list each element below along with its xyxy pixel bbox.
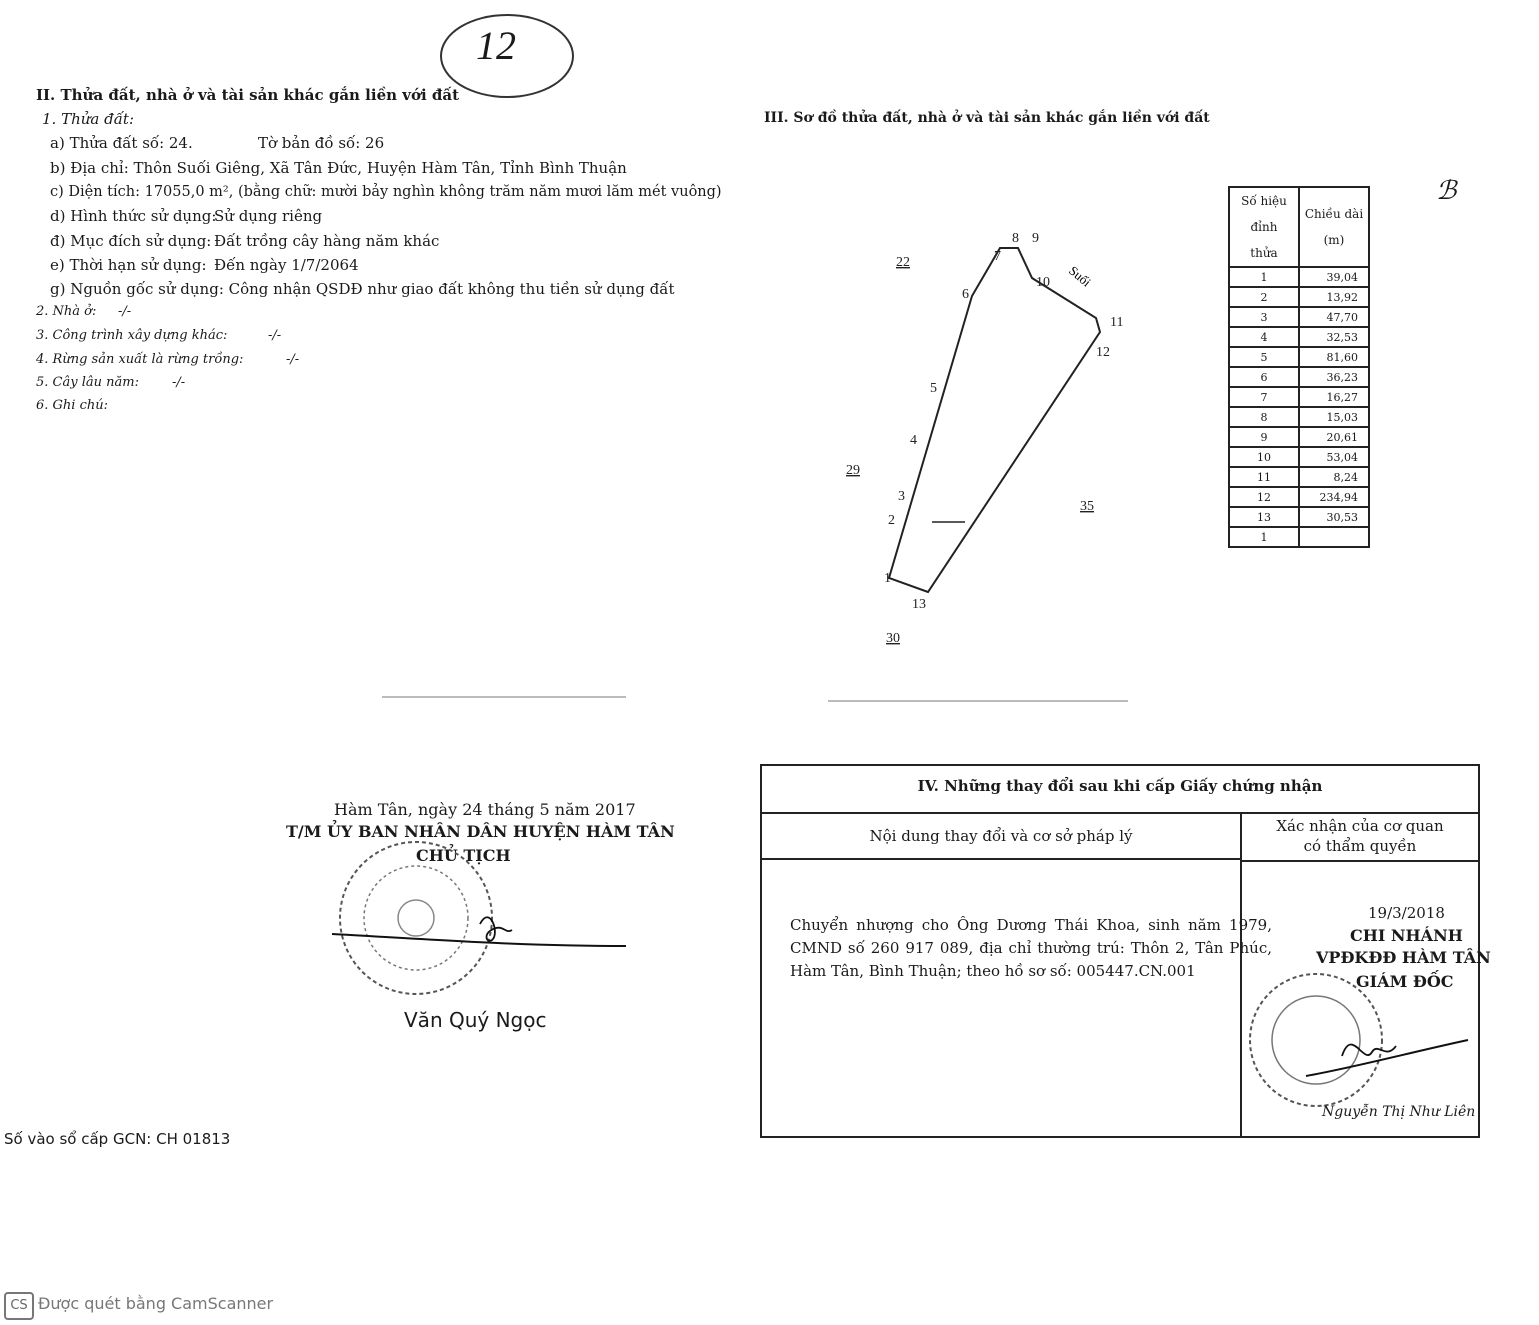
length-cell: 32,53: [1299, 327, 1369, 347]
length-cell: [1299, 527, 1369, 547]
length-cell: 81,60: [1299, 347, 1369, 367]
issue-date: Hàm Tân, ngày 24 tháng 5 năm 2017: [334, 800, 636, 819]
perennial-value: -/-: [172, 375, 186, 390]
vertex-cell: 11: [1229, 467, 1299, 487]
table-header-vertex: [1229, 187, 1299, 267]
confirm-role: GIÁM ĐỐC: [1356, 972, 1454, 991]
vertex-cell: 5: [1229, 347, 1299, 367]
parcel-area: c) Diện tích: 17055,0 m², (bằng chữ: mười bảy nghìn không trăm năm mươi lăm mét vuông): [50, 184, 722, 200]
column-divider: [1240, 858, 1242, 1136]
vertex-label: 10: [1036, 275, 1050, 290]
length-cell: 36,23: [1299, 367, 1369, 387]
land-origin: g) Nguồn gốc sử dụng: Công nhận QSDĐ như giao đất không thu tiền sử dụng đất: [50, 280, 675, 298]
divider-right: [828, 700, 1128, 702]
usage-form-value: Sử dụng riêng: [214, 207, 323, 225]
vertex-label: 5: [930, 381, 937, 396]
change-content: Chuyển nhượng cho Ông Dương Thái Khoa, sinh năm 1979, CMND số 260 917 089, địa chỉ thường trú: Thôn 2, Tân Phúc, Hàm Tân, Bình Thuận; theo hồ sơ số: 005447.CN.001: [790, 916, 1272, 980]
vertex-label: 2: [888, 513, 895, 528]
neighbor-parcel-label: 29: [846, 463, 860, 478]
other-works-label: 3. Công trình xây dựng khác:: [36, 328, 228, 343]
vertex-cell: 13: [1229, 507, 1299, 527]
land-heading: 1. Thửa đất:: [42, 110, 134, 128]
confirm-branch: CHI NHÁNH: [1350, 926, 1463, 945]
vertex-label: 7: [994, 249, 1001, 264]
column-change-content: Nội dung thay đổi và cơ sở pháp lý: [762, 814, 1242, 860]
table-row: [1229, 387, 1369, 407]
length-cell: 47,70: [1299, 307, 1369, 327]
length-cell: 30,53: [1299, 507, 1369, 527]
issuing-authority: T/M ỦY BAN NHÂN DÂN HUYỆN HÀM TÂN: [286, 822, 675, 841]
vertex-cell: 10: [1229, 447, 1299, 467]
table-row: [1229, 447, 1369, 467]
signature-right: [1302, 1016, 1472, 1086]
vertex-cell: 6: [1229, 367, 1299, 387]
camscanner-logo-icon: CS: [4, 1292, 34, 1320]
certificate-register-number: Số vào sổ cấp GCN: CH 01813: [4, 1130, 231, 1148]
parcel-address: b) Địa chỉ: Thôn Suối Giêng, Xã Tân Đức, Huyện Hàm Tân, Tỉnh Bình Thuận: [50, 159, 627, 177]
confirm-signer: Nguyễn Thị Như Liên: [1322, 1104, 1476, 1120]
table-row: [1229, 267, 1369, 287]
section-2-title: II. Thửa đất, nhà ở và tài sản khác gắn liền với đất: [36, 86, 460, 104]
table-row: [1229, 327, 1369, 347]
table-row: [1229, 507, 1369, 527]
vertex-label: 3: [898, 489, 905, 504]
table-row: [1229, 367, 1369, 387]
table-row: [1229, 527, 1369, 547]
table-row: [1229, 347, 1369, 367]
vertex-cell: 1: [1229, 267, 1299, 287]
map-sheet-number: Tờ bản đồ số: 26: [258, 134, 385, 152]
vertex-cell: 1: [1229, 527, 1299, 547]
table-header-length: [1299, 187, 1369, 267]
vertex-label: 11: [1110, 315, 1124, 330]
divider-left: [382, 696, 626, 698]
length-cell: 234,94: [1299, 487, 1369, 507]
length-cell: 20,61: [1299, 427, 1369, 447]
vertex-label: 13: [912, 597, 926, 612]
length-table: [1228, 186, 1370, 548]
length-cell: 8,24: [1299, 467, 1369, 487]
column-authority-line1: Xác nhận của cơ quan: [1276, 817, 1444, 835]
length-cell: 13,92: [1299, 287, 1369, 307]
length-cell: 53,04: [1299, 447, 1369, 467]
header-length-text: Chiều dài (m): [1304, 207, 1364, 247]
page-number: 12: [476, 23, 516, 68]
table-row: [1229, 287, 1369, 307]
vertex-label: 8: [1012, 231, 1019, 246]
neighbor-parcel-label: 22: [896, 255, 910, 270]
forest-label: 4. Rừng sản xuất là rừng trồng:: [36, 352, 244, 367]
vertex-label: 12: [1096, 345, 1110, 360]
parcel-boundary: [889, 248, 1100, 592]
signature-left: [330, 894, 630, 954]
perennial-label: 5. Cây lâu năm:: [36, 375, 139, 390]
table-row: [1229, 307, 1369, 327]
column-authority-line2: có thẩm quyền: [1303, 837, 1417, 855]
stream-label: Suối: [1066, 262, 1094, 290]
vertex-label: 4: [910, 433, 917, 448]
vertex-label: 9: [1032, 231, 1039, 246]
term-label: e) Thời hạn sử dụng:: [50, 256, 207, 274]
camscanner-watermark: Được quét bằng CamScanner: [38, 1294, 274, 1313]
vertex-cell: 7: [1229, 387, 1299, 407]
table-row: [1229, 427, 1369, 447]
section-4-title: IV. Những thay đổi sau khi cấp Giấy chứng nhận: [762, 766, 1478, 814]
parcel-diagram: [820, 180, 1150, 660]
vertex-cell: 4: [1229, 327, 1299, 347]
section-3-title: III. Sơ đồ thửa đất, nhà ở và tài sản khác gắn liền với đất: [764, 110, 1210, 126]
vertex-label: 6: [962, 287, 969, 302]
house-value: -/-: [118, 304, 132, 319]
neighbor-parcel-label: 30: [886, 631, 900, 646]
signer-name: Văn Quý Ngọc: [404, 1008, 547, 1032]
vertex-label: 1: [884, 571, 891, 586]
table-row: [1229, 487, 1369, 507]
purpose-value: Đất trồng cây hàng năm khác: [214, 232, 440, 250]
note-label: 6. Ghi chú:: [36, 398, 108, 413]
vertex-cell: 2: [1229, 287, 1299, 307]
confirm-date: 19/3/2018: [1368, 904, 1445, 922]
length-cell: 39,04: [1299, 267, 1369, 287]
column-authority-confirm: [1242, 814, 1478, 862]
table-row: [1229, 407, 1369, 427]
term-value: Đến ngày 1/7/2064: [214, 256, 359, 274]
length-cell: 16,27: [1299, 387, 1369, 407]
margin-mark: ℬ: [1436, 176, 1457, 206]
vertex-cell: 3: [1229, 307, 1299, 327]
header-vertex-text: Số hiệu đỉnh thửa: [1241, 194, 1287, 260]
vertex-cell: 12: [1229, 487, 1299, 507]
table-row: [1229, 467, 1369, 487]
usage-form-label: d) Hình thức sử dụng:: [50, 207, 217, 225]
neighbor-parcel-label: 35: [1080, 499, 1094, 514]
purpose-label: đ) Mục đích sử dụng:: [50, 232, 212, 250]
length-cell: 15,03: [1299, 407, 1369, 427]
house-label: 2. Nhà ở:: [36, 304, 97, 319]
vertex-cell: 8: [1229, 407, 1299, 427]
confirm-office: VPĐKĐĐ HÀM TÂN: [1316, 948, 1491, 967]
parcel-number: a) Thửa đất số: 24.: [50, 134, 193, 152]
vertex-cell: 9: [1229, 427, 1299, 447]
changes-section: [760, 764, 1491, 1138]
other-works-value: -/-: [268, 328, 282, 343]
forest-value: -/-: [286, 352, 300, 367]
signer-title: CHỦ TỊCH: [416, 846, 511, 865]
